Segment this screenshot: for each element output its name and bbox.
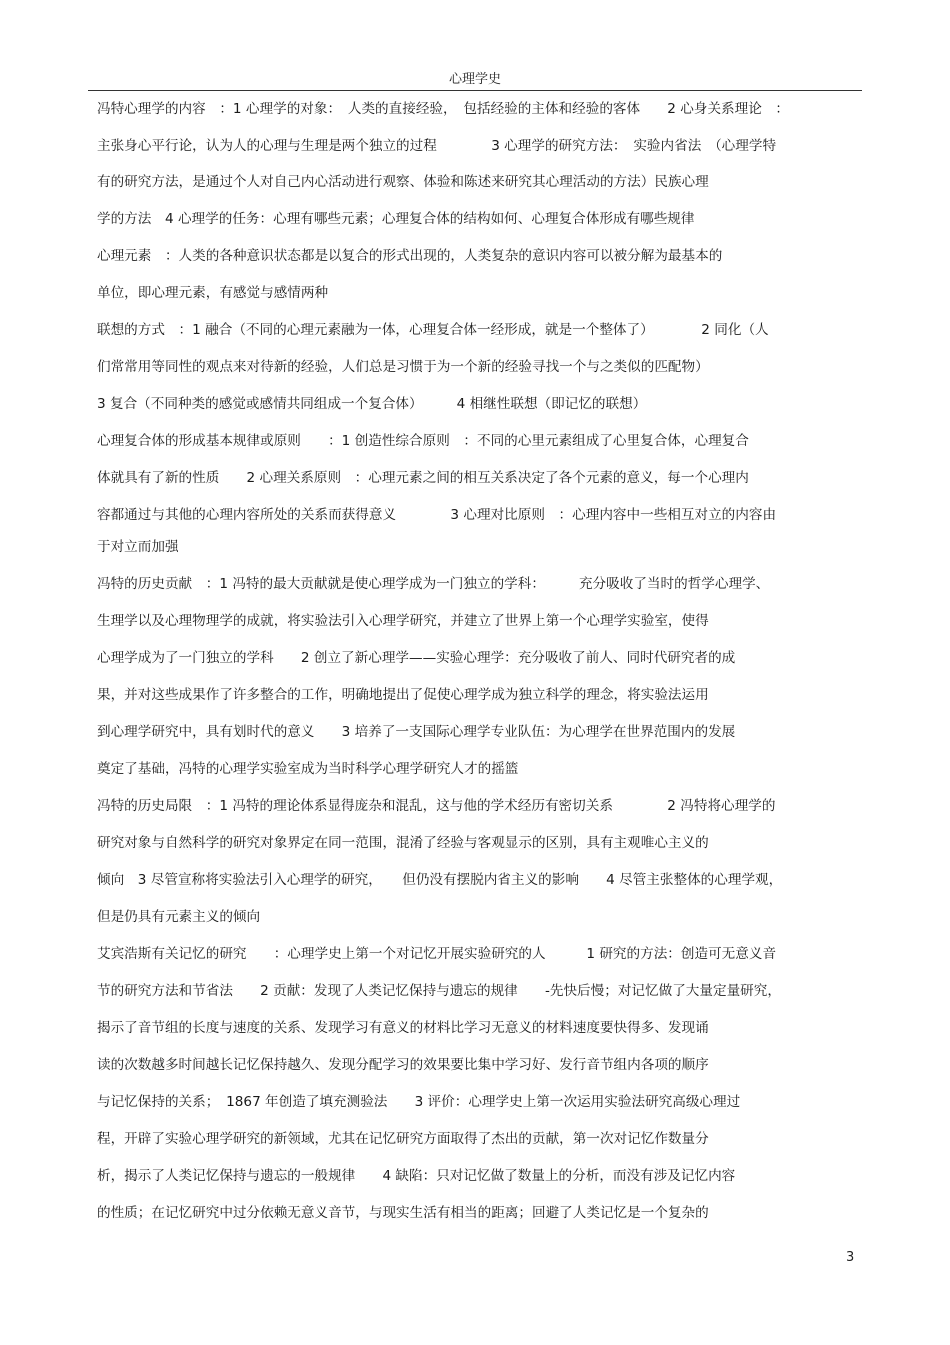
text-line: 们常常用等同性的观点来对待新的经验，人们总是习惯于为一个新的经验寻找一个与之类似的匹配物） [97, 359, 709, 375]
text-line: 倾向 3 尽管宣称将实验法引入心理学的研究， 但仍没有摆脱内省主义的影响 4 尽管主张整体的心理学观， [97, 872, 783, 888]
text-line: 但是仍具有元素主义的倾向 [97, 909, 261, 925]
text-line: 冯特心理学的内容 ：1 心理学的对象： 人类的直接经验， 包括经验的主体和经验的客体 2 心身关系理论 ： [97, 101, 790, 117]
text-line: 容都通过与其他的心理内容所处的关系而获得意义 3 心理对比原则 ：心理内容中一些相互对立的内容由 [97, 507, 777, 523]
text-line: 学的方法 4 心理学的任务：心理有哪些元素；心理复合体的结构如何、心理复合体形成有哪些规律 [97, 211, 695, 227]
text-line: 冯特的历史贡献 ：1 冯特的最大贡献就是使心理学成为一门独立的学科： 充分吸收了当时的哲学心理学、 [97, 576, 770, 592]
text-line: 主张身心平行论，认为人的心理与生理是两个独立的过程 3 心理学的研究方法： 实验内省法 （心理学特 [97, 137, 777, 154]
text-line: 于对立而加强 [97, 539, 179, 555]
text-line: 3 复合（不同种类的感觉或感情共同组成一个复合体） 4 相继性联想（即记忆的联想） [97, 396, 647, 412]
page-number: 3 [846, 1250, 855, 1265]
text-line: 艾宾浩斯有关记忆的研究 ：心理学史上第一个对记忆开展实验研究的人 1 研究的方法：创造可无意义音 [97, 946, 777, 962]
text-line: 单位，即心理元素，有感觉与感情两种 [97, 285, 329, 301]
text-line: 体就具有了新的性质 2 心理关系原则 ：心理元素之间的相互关系决定了各个元素的意义，每一个心理内 [97, 470, 749, 486]
text-line: 心理元素 ：人类的各种意识状态都是以复合的形式出现的，人类复杂的意识内容可以被分解为最基本的 [97, 248, 723, 264]
text-line: 奠定了基础，冯特的心理学实验室成为当时科学心理学研究人才的摇篮 [97, 761, 519, 777]
text-line: 联想的方式 ：1 融合（不同的心理元素融为一体，心理复合体一经形成，就是一个整体了） 2 同化（人 [97, 322, 769, 338]
text-line: 果，并对这些成果作了许多整合的工作，明确地提出了促使心理学成为独立科学的理念，将实验法运用 [97, 687, 709, 703]
text-line: 析，揭示了人类记忆保持与遗忘的一般规律 4 缺陷：只对记忆做了数量上的分析，而没有涉及记忆内容 [97, 1168, 736, 1184]
text-line: 程，开辟了实验心理学研究的新领域，尤其在记忆研究方面取得了杰出的贡献，第一次对记忆作数量分 [97, 1131, 709, 1147]
text-line: 到心理学研究中，具有划时代的意义 3 培养了一支国际心理学专业队伍：为心理学在世界范围内的发展 [97, 724, 736, 740]
text-line: 节的研究方法和节省法 2 贡献：发现了人类记忆保持与遗忘的规律 -先快后慢；对记忆做了大量定量研究， [97, 983, 781, 999]
text-line: 与记忆保持的关系； 1867 年创造了填充测验法 3 评价：心理学史上第一次运用实验法研究高级心理过 [97, 1094, 741, 1110]
page-header-title: 心理学史 [448, 72, 501, 87]
text-line: 的性质；在记忆研究中过分依赖无意义音节，与现实生活有相当的距离；回避了人类记忆是一个复杂的 [97, 1205, 709, 1221]
text-line: 冯特的历史局限 ：1 冯特的理论体系显得庞杂和混乱，这与他的学术经历有密切关系 2 冯特将心理学的 [97, 798, 776, 814]
text-line: 有的研究方法，是通过个人对自己内心活动进行观察、体验和陈述来研究其心理活动的方法）民族心理 [97, 174, 709, 190]
text-line: 心理复合体的形成基本规律或原则 ：1 创造性综合原则 ：不同的心里元素组成了心里复合体，心理复合 [97, 433, 749, 449]
header-divider [88, 90, 862, 91]
text-line: 揭示了音节组的长度与速度的关系、发现学习有意义的材料比学习无意义的材料速度要快得多、发现诵 [97, 1020, 709, 1036]
text-line: 读的次数越多时间越长记忆保持越久、发现分配学习的效果要比集中学习好、发行音节组内各项的顺序 [97, 1057, 709, 1073]
text-line: 研究对象与自然科学的研究对象界定在同一范围，混淆了经验与客观显示的区别，具有主观唯心主义的 [97, 835, 709, 851]
text-line: 心理学成为了一门独立的学科 2 创立了新心理学——实验心理学：充分吸收了前人、同时代研究者的成 [97, 650, 736, 666]
text-line: 生理学以及心理物理学的成就，将实验法引入心理学研究，并建立了世界上第一个心理学实验室，使得 [97, 613, 709, 629]
